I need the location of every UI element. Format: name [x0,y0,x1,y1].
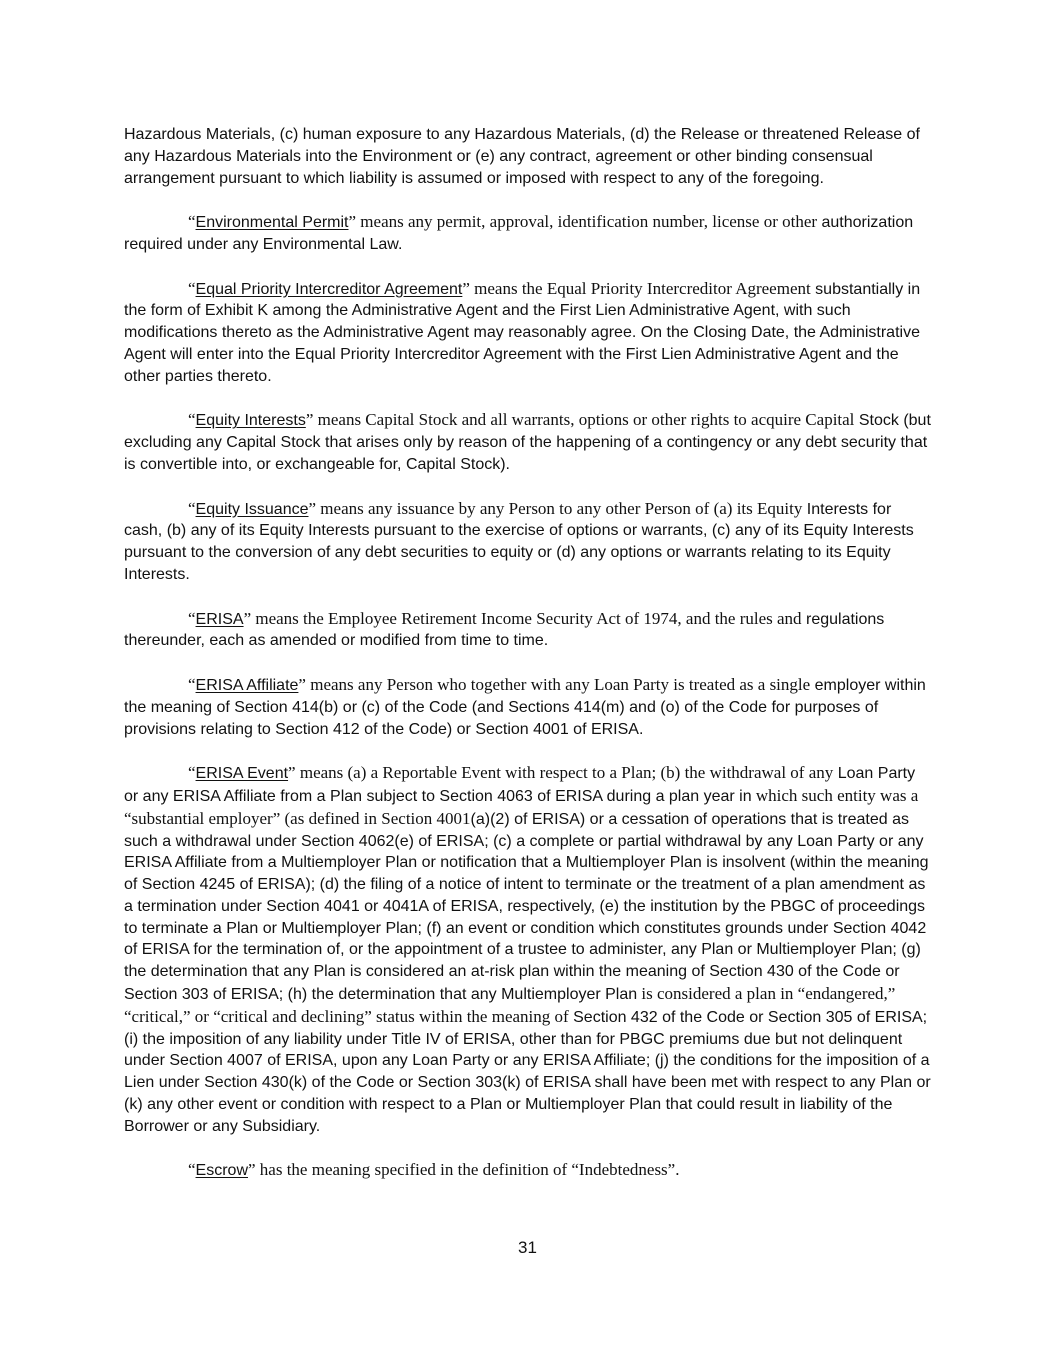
page-number: 31 [518,1238,537,1257]
open-quote: “ [188,763,196,783]
defined-term: ERISA Event [195,765,289,783]
definition-lead: ” means (a) a Reportable Event with respect to a Plan; (b) the withdrawal of any [288,763,834,783]
definition-lead: ” means the Employee Retirement Income Security Act of 1974, and the rules and [243,608,802,628]
open-quote: “ [188,674,196,694]
paragraph-hazardous-materials [124,124,932,189]
definition-environmental-permit [124,211,932,256]
defined-term: Equal Priority Intercreditor Agreement [195,280,463,298]
open-quote: “ [188,212,196,232]
definition-body: regulations thereunder, each as amended or modified from time to time. [124,610,885,650]
defined-term: Escrow [195,1162,248,1180]
definition-body: Stock (but excluding any Capital Stock that arises only by reason of the happening of a contingency or any debt security that is convertible into, or exchangeable for, Capital Stock). [124,412,931,473]
definition-body: employer within the meaning of Section 414(b) or (c) of the Code (and Sections 414(m) and (o) of the Code for purposes of provisions relating to Section 412 of the Code) or Section 4001 of ERISA. [124,676,926,738]
paragraph-text: Hazardous Materials, (c) human exposure to any Hazardous Materials, (d) the Release or threatened Release of any Hazardous Materials into the Environment or (e) any contract, agreement or other binding consensual arrangement pursuant to which liability is assumed or imposed with respect to any of the foregoing. [124,126,920,187]
definition-equal-priority-intercreditor-agreement [124,278,932,388]
definition-lead: ” means any issuance by any Person to any other Person of (a) its Equity [308,498,803,518]
definition-body: substantially in the form of Exhibit K among the Administrative Agent and the First Lien Administrative Agent, with such modifications thereto as the Administrative Agent may reasonably agree. On the Closing Date, the Administrative Agent will enter into the Equal Priority Intercreditor Agreement with the First Lien Administrative Agent and the other parties thereto. [124,280,921,385]
definition-escrow [124,1159,932,1182]
definition-body: Interests for cash, (b) any of its Equity Interests pursuant to the exercise of options or warrants, (c) any of its Equity Interests pursuant to the conversion of any debt securities to equity or (d) any options or warrants relating to its Equity Interests. [124,500,914,583]
defined-term: Equity Interests [195,412,306,430]
document-page [124,124,932,1182]
defined-term: Equity Issuance [195,500,309,518]
definition-lead: ” means the Equal Priority Intercreditor Agreement [462,278,811,298]
defined-term: ERISA Affiliate [195,676,299,694]
definition-body-part-4: is considered a plan in “endangered,” “critical,” or “critical and declining” status within the meaning of [124,984,896,1026]
defined-term: ERISA [195,610,244,628]
definition-equity-interests [124,409,932,475]
definition-lead: ” means any Person who together with any Loan Party is treated as a single [298,674,811,694]
open-quote: “ [188,410,196,430]
defined-term: Environmental Permit [195,214,349,232]
open-quote: “ [188,278,196,298]
open-quote: “ [188,1160,196,1180]
definition-erisa [124,608,932,653]
open-quote: “ [188,498,196,518]
definition-lead: ” means any permit, approval, identification number, license or other [348,212,818,232]
definition-body: authorization required under any Environmental Law. [124,214,914,253]
definition-body-part-2: which such entity was a “substantial employer” (as defined in Section 4001 [124,785,919,828]
definition-erisa-event [124,762,932,1138]
definition-erisa-affiliate [124,674,932,740]
definition-body-part-1: Loan Party or any ERISA Affiliate from a Plan subject to Section 4063 of ERISA during a plan year in [124,765,916,805]
definition-body-part-5: Section 432 of the Code or Section 305 of ERISA; (i) the imposition of any liability under Title IV of ERISA, other than for PBGC premiums due but not delinquent under Section 4007 of ERISA, upon any Loan Party or any ERISA Affiliate; (j) the conditions for the imposition of a Lien under Section 430(k) of the Code or Section 303(k) of ERISA shall have been met with respect to any Plan or (k) any other event or condition with respect to a Plan or Multiemployer Plan that could result in liability of the Borrower or any Subsidiary. [124,1008,931,1135]
definition-body-part-3: (a)(2) of ERISA) or a cessation of operations that is treated as such a withdrawal under Section 4062(e) of ERISA; (c) a complete or partial withdrawal by any Loan Party or any ERISA Affiliate from a Multiemployer Plan or notification that a Multiemployer Plan is insolvent (within the meaning of Section 4245 of ERISA); (d) the filing of a notice of intent to terminate or the treatment of a plan amendment as a termination under Section 4041 or 4041A of ERISA, respectively, (e) the institution by the PBGC of proceedings to terminate a Plan or Multiemployer Plan; (f) an event or condition which constitutes grounds under Section 4042 of ERISA for the termination of, or the appointment of a trustee to administer, any Plan or Multiemployer Plan; (g) the determination that any Plan is considered an at-risk plan within the meaning of Section 430 of the Code or Section 303 of ERISA; (h) the determination that any Multiemployer Plan [124,810,929,1004]
open-quote: “ [188,608,196,628]
definition-lead: ” has the meaning specified in the definition of “Indebtedness”. [248,1160,680,1180]
definition-equity-issuance [124,498,932,586]
definition-lead: ” means Capital Stock and all warrants, options or other rights to acquire Capital [305,410,855,430]
